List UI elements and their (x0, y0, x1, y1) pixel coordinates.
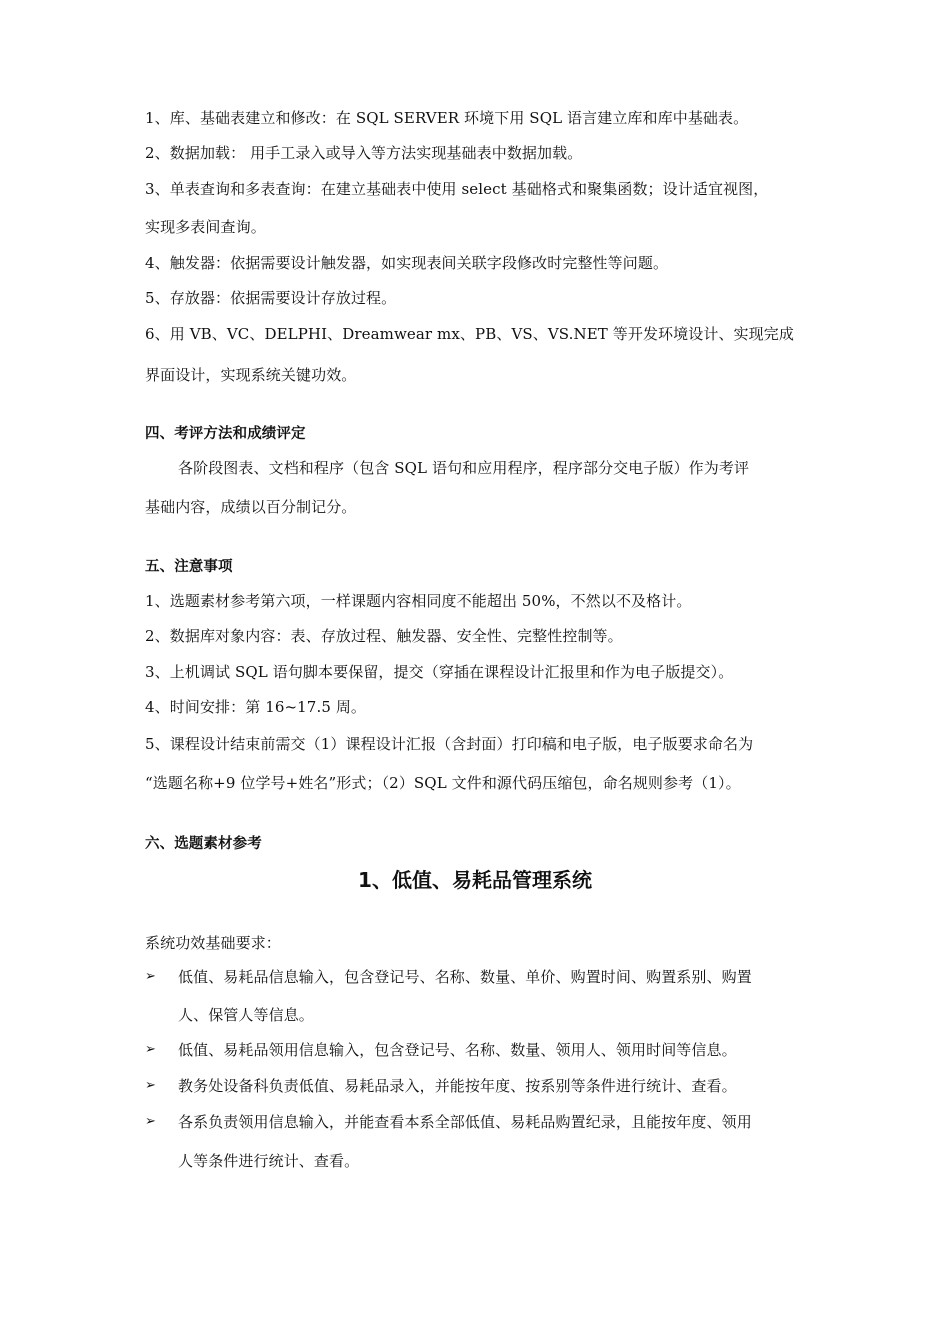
requirement-item: 各系负责领用信息输入，并能查看本系全部低值、易耗品购置纪录，且能按年度、领用 (178, 1113, 752, 1131)
requirement-item-cont: 人等条件进行统计、查看。 (178, 1152, 360, 1170)
item-stored-procedures: 5、存放器：依据需要设计存放过程。 (145, 289, 397, 307)
note-item-cont: “选题名称+9 位学号+姓名”形式；（2）SQL 文件和源代码压缩包，命名规则参考（1）。 (145, 774, 741, 792)
evaluation-paragraph: 各阶段图表、文档和程序（包含 SQL 语句和应用程序，程序部分交电子版）作为考评 (178, 459, 750, 477)
note-item: 4、时间安排：第 16~17.5 周。 (145, 698, 367, 716)
requirements-label: 系统功效基础要求： (145, 934, 281, 952)
note-item: 5、课程设计结束前需交（1）课程设计汇报（含封面）打印稿和电子版，电子版要求命名为 (145, 735, 754, 753)
item-queries-cont: 实现多表间查询。 (145, 218, 266, 236)
bullet-arrow-icon: ➢ (145, 1042, 156, 1057)
item-dev-environment-cont: 界面设计，实现系统关键功效。 (145, 366, 357, 384)
section-heading-evaluation: 四、考评方法和成绩评定 (145, 426, 306, 442)
note-item: 2、数据库对象内容：表、存放过程、触发器、安全性、完整性控制等。 (145, 627, 623, 645)
bullet-arrow-icon: ➢ (145, 1078, 156, 1093)
section-heading-topics: 六、选题素材参考 (145, 836, 262, 852)
requirement-item: 低值、易耗品信息输入，包含登记号、名称、数量、单价、购置时间、购置系别、购置 (178, 968, 752, 986)
section-heading-notes: 五、注意事项 (145, 559, 233, 575)
evaluation-paragraph-cont: 基础内容，成绩以百分制记分。 (145, 498, 357, 516)
item-data-loading: 2、数据加载： 用手工录入或导入等方法实现基础表中数据加载。 (145, 144, 583, 162)
requirement-item: 教务处设备科负责低值、易耗品录入，并能按年度、按系别等条件进行统计、查看。 (178, 1077, 737, 1095)
topic-title: 1、低值、易耗品管理系统 (358, 868, 592, 892)
note-item: 3、上机调试 SQL 语句脚本要保留，提交（穿插在课程设计汇报里和作为电子版提交）。 (145, 663, 734, 681)
item-database-setup: 1、库、基础表建立和修改：在 SQL SERVER 环境下用 SQL 语言建立库和库中基础表。 (145, 109, 749, 127)
item-queries: 3、单表查询和多表查询：在建立基础表中使用 select 基础格式和聚集函数；设计适宜视图， (145, 180, 769, 198)
bullet-arrow-icon: ➢ (145, 1114, 156, 1129)
item-dev-environment: 6、用 VB、VC、DELPHI、Dreamwear mx、PB、VS、VS.NET 等开发环境设计、实现完成 (145, 325, 794, 343)
bullet-arrow-icon: ➢ (145, 969, 156, 984)
requirement-item-cont: 人、保管人等信息。 (178, 1006, 314, 1024)
note-item: 1、选题素材参考第六项，一样课题内容相同度不能超出 50%，不然以不及格计。 (145, 592, 692, 610)
requirement-item: 低值、易耗品领用信息输入，包含登记号、名称、数量、领用人、领用时间等信息。 (178, 1041, 737, 1059)
item-triggers: 4、触发器：依据需要设计触发器，如实现表间关联字段修改时完整性等问题。 (145, 254, 669, 272)
